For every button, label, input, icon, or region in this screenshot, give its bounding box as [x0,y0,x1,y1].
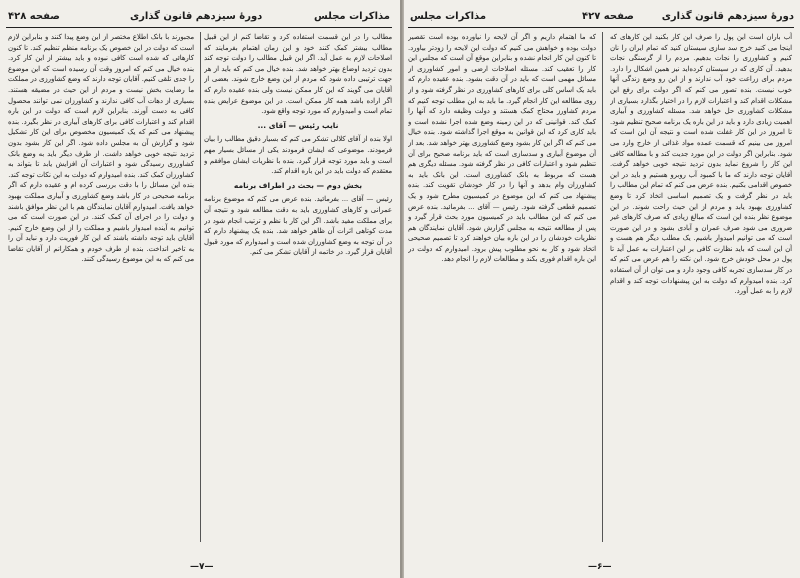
column-divider [200,32,201,542]
page-footer-number: —۷— [190,562,214,572]
column-left [408,32,596,544]
column-text: مطالب را در این قسمت استفاده کرد و تقاضا کنم از این قبیل مطالب بیشتر کمک کنند خود و این زمان اهتمام بفرمایند که اصلاحات لازم به عمل آید. اگر این قبیل مطالب را دولت توجه کند بدون تردید اوضاع بهتر خواهد شد. بنده خیال می کنم که باید از هر جهت ترتیبی داده شود که مردم از این وضع خارج شوند. بعضی از آقایان می گویند که این کار ممکن نیست ولی بنده عقیده دارم که اگر اراده باشد همه کار ممکن است. در این موضوع عرایض بنده تمام است و امیدوارم که مورد توجه واقع شود. [204,33,392,116]
page-footer-number: —۶— [588,562,612,572]
column-right [204,32,392,544]
column-text: آب باران است این پول را صرف این کار بکنید این کارهای که اینجا می کنید خرج سد سازی سیستان کنید که تمام ایران را نان کنیم و کشاورزی را نجات بدهیم. مردم را از گرسنگی نجات بدهید. آن کاری که در سیستان کرده‌اید نیز همین اشکال را دارد. مردم برای زراعت خود آب ندارند و از این رو وضع زندگی آنها خوب نیست. بنده تصور می کنم که اگر دولت برای رفع این مشکلات اقدام کند و اعتبارات لازم را در اختیار بگذارد بسیاری از مشکلات کشاورزی حل خواهد شد. مسئله کشاورزی و آبیاری اهمیت زیادی دارد و باید در این باره یک برنامه صحیح تنظیم شود. تا امروز در این کار غفلت شده است و نتیجه آن این است که امروز می بینیم که قسمت عمده مواد غذائی از خارج وارد می شود. بنابراین اگر دولت در این مورد جدیت کند و با مطالعه کافی این کار را شروع نماید بدون تردید نتیجه خوبی خواهد گرفت. آقایان توجه دارند که ما با کمبود آب روبرو هستیم و باید در این خصوص اقدامی بکنیم. بنده عرض می کنم که تمام این مطالب را باید در نظر گرفت و یک تصمیم اساسی اتخاذ کرد تا وضع کشاورزی بهبود یابد و مردم از این حیث راحت شوند. در این موضوع نظر بنده این است که مبالغ زیادی که صرف کارهای غیر ضروری می شود صرف عمران و آبادی بشود و در این صورت است که می توانیم امیدوار باشیم. یک مطلب دیگر هم هست و آن این است که باید نظارت کافی بر این اعتبارات به عمل آید تا پول در محل خودش خرج شود. این نکته را هم عرض می کنم که در کار سدسازی تجربه کافی وجود دارد و می توان از آن استفاده کرد. بنده امیدوارم که دولت به این پیشنهادات توجه کند و اقدام لازم را به عمل آورد. [610,33,792,296]
column-text: اولا بنده از آقای کلالی تشکر می کنم که بسیار دقیق مطالب را بیان فرمودند. موضوعی که ایشان فرمودند یکی از مسائل بسیار مهم است و باید مورد توجه قرار گیرد. بنده با نظریات ایشان موافقم و معتقدم که دولت باید در این باره اقدام کند. [204,135,392,176]
header-session: دورهٔ سیزدهم قانون گذاری [130,11,263,22]
header-title: مذاکرات مجلس [410,11,487,22]
page-header [402,6,800,28]
column-text: بنده این مسائل را با دقت بررسی کرده ام و عقیده دارم که اگر برنامه صحیحی در کار باشد وضع کشاورزی و آبیاری مملکت بهبود خواهد یافت. امیدوارم آقایان نمایندگان هم با این نظر موافق باشند و دولت را در اجرای آن کمک کنند. در این صورت است که می توانیم به آینده امیدوار باشیم و مملکت را از این وضع خارج کنیم. آقایان باید توجه داشته باشند که این کار فوریت دارد و نباید آن را به تاخیر انداخت. بنده از طرف خودم و همکارانم از آقایان تقاضا می کنم که به این موضوع رسیدگی کنند. [8,181,194,264]
header-rule [408,27,794,28]
header-page-number: صفحه ۴۲۸ [8,11,60,22]
header-rule [6,27,392,28]
column-text: رئیس — آقای ... بفرمائید. بنده عرض می کنم که موضوع برنامه عمرانی و کارهای کشاورزی باید به دقت مطالعه شود و نتیجه آن برای مملکت مفید باشد. اگر این کار با نظم و ترتیب انجام شود در مدت کوتاهی اثرات آن ظاهر خواهد شد. بنده یک پیشنهاد دارم که در آن توجه به وضع کشاورزان شده است و امیدوارم که مورد قبول آقایان قرار گیرد. در خاتمه از آقایان تشکر می کنم. [204,195,392,257]
header-title: مذاکرات مجلس [313,11,390,22]
page-header [0,6,400,28]
header-page-number: صفحه ۴۲۷ [582,11,634,22]
column-right [610,32,792,544]
column-text: مجبورند با بانک اطلاع مختصر از این وضع پیدا کنند و بنابراین لازم است که دولت در این خصوص یک برنامه منظم تنظیم کند. تا کنون کارهائی که شده است کافی نبوده و باید بیشتر از این کار کرد. بنده خیال می کنم که امروز وقت آن رسیده است که این موضوع را جدی تلقی کنیم. آقایان توجه دارند که وضع کشاورزی در مملکت ما رضایت بخش نیست و مردم از این حیث در مضیقه هستند. بسیاری از دهات آب کافی ندارند و کشاورزان نمی توانند محصول کافی به دست آورند. بنابراین لازم است که دولت در این باره اقدام کند و اعتبارات کافی برای کارهای آبیاری در نظر بگیرد. بنده پیشنهاد می کنم که یک کمیسیون مخصوص برای این کار تشکیل شود و گزارش آن به مجلس داده شود. اگر این کار بشود بدون تردید نتیجه خوبی خواهد داشت. از طرف دیگر باید به وضع بانک کشاورزی رسیدگی شود و اعتبارات آن افزایش یابد تا بتواند به کشاورزان کمک کند. بنده امیدوارم که دولت به این نکات توجه کند. [8,33,194,179]
header-session: دورهٔ سیزدهم قانون گذاری [661,11,794,22]
column-divider [602,32,603,542]
section-heading: بخش دوم — بحث در اطراف برنامه [233,180,363,190]
column-left [8,32,194,544]
speaker-heading: نایب رئیس — آقای ... [257,120,339,130]
page-427 [402,0,800,578]
column-text: که ما اهتمام داریم و اگر آن لایحه را نیاورده بوده است تقصیر دولت بوده و خواهش می کنیم که دولت این لایحه را زودتر بیاورد. تا کنون این کار انجام نشده و بنابراین موقع آن است که مجلس این کار را تعقیب کند. مسئله اصلاحات ارضی و امور کشاورزی از مسائل مهمی است که باید در آن دقت بشود. بنده عقیده دارم که باید یک اساس کلی برای کارهای کشاورزی در نظر گرفته شود و از روی مطالعه این کار انجام گیرد. ما باید به این مطلب توجه کنیم که مردم کشاورز محتاج کمک هستند و دولت وظیفه دارد که آنها را کمک کند. قوانینی که در این زمینه وضع شده اجرا نشده است و باید کاری کرد که این قوانین به موقع اجرا گذاشته شود. بنده خیال می کنم که اگر این کار بشود وضع کشاورزی بهتر خواهد شد. بعد از آن موضوع آبیاری و سدسازی است که باید برنامه صحیح برای آن تنظیم شود و اعتبارات کافی در نظر گرفته شود. مسئله دیگری هم هست که مربوط به بانک کشاورزی است. این بانک باید به کشاورزان وام بدهد و آنها را در کار خودشان تقویت کند. بنده پیشنهاد می کنم که این موضوع در کمیسیون مطرح شود و یک تصمیم قطعی گرفته شود. رئیس — آقای ... بفرمائید. بنده عرض می کنم که این مطالب باید در کمیسیون مورد بحث قرار گیرد و پس از مطالعه نتیجه به مجلس گزارش شود. آقایان نمایندگان هم نظریات خودشان را در این باره بیان خواهند کرد تا تصمیم صحیحی اتخاذ شود و کار به نحو مطلوب پیش برود. امیدوارم که دولت در این باره اقدام فوری بکند و مطالعات لازم را انجام دهد. [408,33,596,264]
